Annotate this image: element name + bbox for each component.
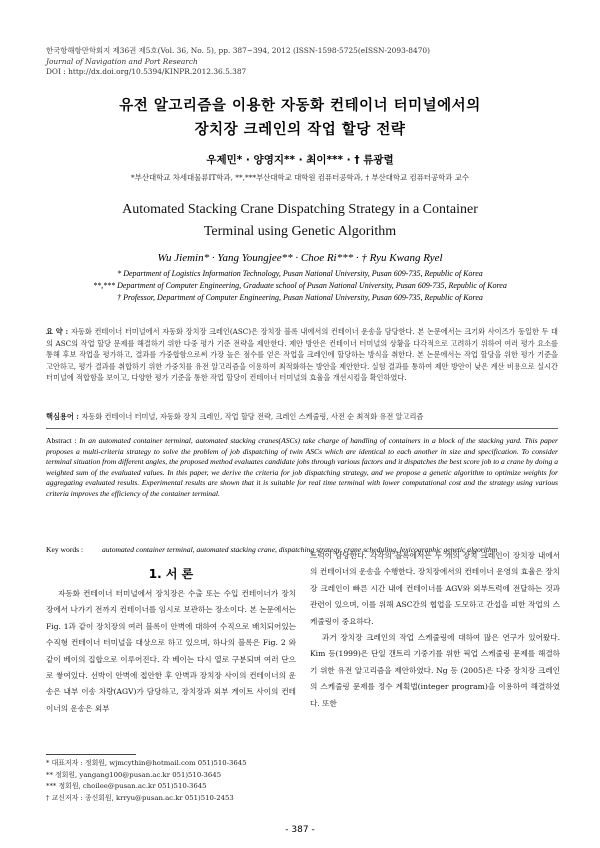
title-en-line2: Terminal using Genetic Algorithm (203, 224, 397, 239)
footnote: *** 정회원, choilee@pusan.ac.kr 051)510-3645 (46, 782, 207, 791)
keywords-ko-text: 자동화 컨테이너 터미널, 자동화 장치 크레인, 작업 할당 전략, 크레인 스케줄링, 사전 순 최적화 유전 알고리즘 (81, 412, 424, 421)
journal-citation: 한국항해항만학회지 제36권 제5호(Vol. 36, No. 5), pp. 387~394, 2012 (ISSN-1598-5725(eISSN-2093-8470) (46, 46, 430, 55)
divider (46, 428, 558, 429)
abstract-en-text: In an automated container terminal, automated stacking cranes(ASCs) take charge of handling of containers in a block of the stacking yard. This paper proposes a multi-criteria strategy to solve the problem of job dispatching of twin ASCs which are identical to each another in size and specification. To consider terminal situation from different angles, the proposed method evaluates candidate jobs through various factors and it dispatches the best score job to a crane by doing a weighted sum of the evaluated values. In this paper, we derive the criteria for job dispatching strategy, and we propose a genetic algorithm to optimize weights for aggregating evaluated results. Experimental results are shown that it is suitable for real time terminal with lower computational cost and the strategy using various criteria improves the efficiency of the container terminal. (46, 436, 558, 498)
footnote: * 대표저자 : 정회원, wjmcythin@hotmail.com 051)510-3645 (46, 759, 247, 767)
affiliation-en: * Department of Logistics Information Technology, Pusan National University, Pusan 609-735, Republic of Korea (117, 269, 483, 278)
title-ko-line1: 유전 알고리즘을 이용한 자동화 컨테이너 터미널에서의 (119, 98, 481, 114)
page-number: - 387 - (285, 825, 315, 835)
paragraph: 트럭이 담당한다. 각각의 블록에서는 두 개의 장치 크레인이 장치장 내에서의 컨테이너의 운송을 수행한다. 장치장에서의 컨테이너 운영의 효율은 장치장 크레인이 빠른 시간 내에 컨테이너를 AGV와 외부트럭에 전달하는 것과 관련이 있으며, 이를 위해 ASC간의 협업을 도모하고 간섭을 피한 작업의 스케줄링이 중요하다. (310, 551, 560, 626)
journal-header (46, 46, 430, 78)
affiliation-ko: *부산대학교 차세대물류IT학과, **,***부산대학교 대학원 컴퓨터공학과, † 부산대학교 컴퓨터공학과 교수 (131, 173, 469, 182)
section-title-introduction: 1. 서 론 (148, 567, 194, 581)
body-column-left (46, 586, 296, 717)
authors-en: Wu Jiemin* · Yang Youngjee** · Choe Ri*** · † Ryu Kwang Ryel (157, 252, 443, 264)
keywords-ko (46, 412, 558, 422)
footnote: ** 정회원, yangang100@pusan.ac.kr 051)510-3645 (46, 770, 222, 779)
keywords-en-text: automated container terminal, automated stacking crane, dispatching strategy, crane scheduling, lexicographic genetic algorithm (102, 545, 498, 554)
keywords-ko-label: 핵심용어 : (46, 412, 82, 421)
body-column-right (310, 548, 560, 712)
keywords-en-label: Key words : (46, 545, 84, 554)
doi: DOI : http://dx.doi.org/10.5394/KINPR.2012.36.5.387 (46, 67, 247, 76)
title-en-line1: Automated Stacking Crane Dispatching Strategy in a Container (122, 202, 478, 217)
footnote: † 교신저자 : 종신회원, krryu@pusan.ac.kr 051)510-2453 (46, 793, 234, 802)
abstract-en-label: Abstract : (46, 436, 80, 445)
footnotes (46, 758, 247, 804)
abstract-ko (46, 326, 558, 384)
abstract-ko-label: 요 약 : (46, 327, 72, 336)
authors-ko: 우제민* · 양영지** · 최이*** · † 류광렬 (206, 154, 394, 166)
title-ko-line2: 장치장 크레인의 작업 할당 전략 (194, 122, 406, 138)
paragraph: 과거 장치장 크레인의 작업 스케줄링에 대하여 많은 연구가 있어왔다. Kim 등(1999)은 단일 갠트리 기중기를 위한 픽업 스케줄링 문제를 해결하기 위한 유전 알고리즘을 제안하였다. Ng 등 (2005)은 다중 장치장 크레인의 스케줄링 문제를 정수 계획법(integer program)을 이용하여 해결하였다. 또한 (310, 633, 560, 708)
footnote-divider (46, 754, 136, 755)
affiliation-en: † Professor, Department of Computer Engineering, Pusan National University, Pusan 609-735, Republic of Korea (117, 293, 483, 302)
journal-name-en: Journal of Navigation and Port Research (46, 56, 198, 66)
affiliation-en: **,*** Department of Computer Engineering, Graduate school of Pusan National University, Pusan 609-735, Republic of Korea (93, 281, 507, 290)
abstract-ko-text: 자동화 컨테이너 터미널에서 자동화 장치장 크레인(ASC)은 장치장 블록 내에서의 컨테이너 운송을 담당한다. 본 논문에서는 크기와 사이즈가 동일한 두 대의 ASC의 작업 할당 문제를 해결하기 위한 다중 평가 기준 전략을 제안한다. 제안 방안은 컨테이너 터미널의 상황을 다각적으로 고려하기 위하여 여러 평가 요소를 통해 후보 작업을 평가하고, 결과를 가중합함으로써 가장 높은 점수를 얻은 작업을 크레인에 할당하는 방식을 취한다. 본 논문에서는 작업 할당을 위한 평가 기준을 고안하고, 평가 결과를 취합하기 위한 가중치를 유전 알고리즘을 이용하여 최적화하는 방안을 제안한다. 실험 결과를 통하여 제안 방안이 낮은 계산 비용으로 실시간 터미널에 적합함을 보이고, 다양한 평가 기준을 통한 작업 할당이 컨테이너 터미널의 효율을 개선시킴을 확인하였다. (46, 327, 558, 383)
abstract-en (46, 436, 558, 500)
paragraph: 자동화 컨테이너 터미널에서 장치장은 수출 또는 수입 컨테이너가 장치장에서 나가기 전까지 컨테이너를 임시로 보관하는 장소이다. 본 논문에서는 Fig. 1과 같이 장치장의 여러 블록이 안벽에 대하여 수직으로 배치되어있는 수직형 컨테이너 터미널을 대상으로 하고 있으며, 하나의 블록은 Fig. 2 와 같이 베이의 집합으로 이루어진다. 각 베이는 다시 열로 구분되며 여러 단으로 쌓여있다. 선박이 안벽에 접안한 후 안벽과 장치장 사이의 컨테이너의 운송은 내부 이송 차량(AGV)가 담당하고, 장치장과 외부 게이트 사이의 컨테이너의 운송은 외부 (46, 589, 296, 713)
